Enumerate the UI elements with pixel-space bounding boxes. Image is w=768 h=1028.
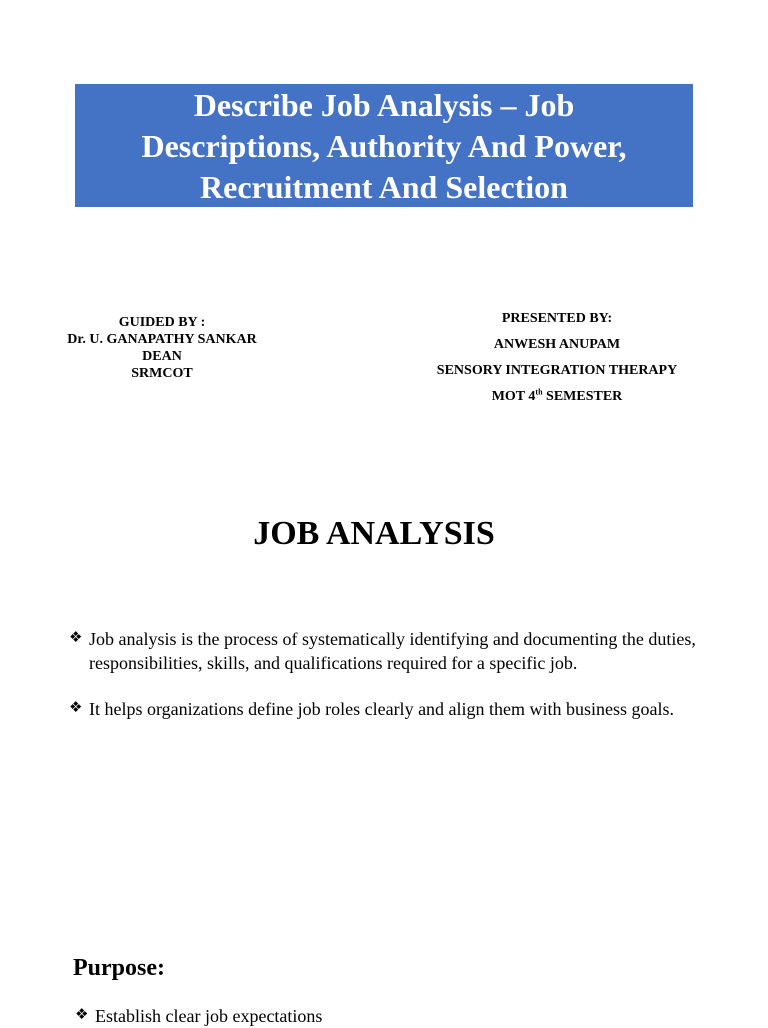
title-line-3: Recruitment And Selection (200, 169, 568, 205)
presenter-semester (416, 384, 698, 410)
presented-by-block (416, 306, 698, 410)
list-item-text: Job analysis is the process of systematically identifying and documenting the duties, responsibilities, skills, and qualifications required for a specific job. (89, 629, 696, 673)
semester-ordinal-suffix: th (535, 387, 543, 397)
list-item (69, 697, 709, 721)
guide-name: Dr. U. GANAPATHY SANKAR (67, 332, 257, 347)
guide-role: DEAN (142, 349, 182, 364)
diamond-bullet-icon: ❖ (69, 698, 83, 716)
title-line-1: Describe Job Analysis – Job (193, 87, 575, 123)
guide-organization: SRMCOT (131, 366, 193, 381)
semester-suffix: SEMESTER (542, 389, 623, 404)
guided-by-label: GUIDED BY : (118, 315, 206, 330)
guided-by-block (40, 314, 284, 382)
title-banner (75, 84, 693, 207)
purpose-heading: Purpose: (73, 955, 165, 981)
presented-by-label: PRESENTED BY: (501, 311, 613, 326)
presenter-department: SENSORY INTEGRATION THERAPY (436, 363, 678, 378)
presenter-name: ANWESH ANUPAM (493, 337, 621, 352)
title-line-2: Descriptions, Authority And Power, (141, 128, 627, 164)
diamond-bullet-icon: ❖ (69, 628, 83, 646)
diamond-bullet-icon: ❖ (75, 1005, 89, 1023)
semester-prefix: MOT 4 (491, 389, 536, 404)
list-item-text: It helps organizations define job roles clearly and align them with business goals. (89, 699, 675, 719)
list-item (75, 1004, 715, 1028)
list-item (69, 627, 709, 675)
list-item-text: Establish clear job expectations (95, 1006, 323, 1026)
section-heading-job-analysis: JOB ANALYSIS (253, 515, 495, 552)
